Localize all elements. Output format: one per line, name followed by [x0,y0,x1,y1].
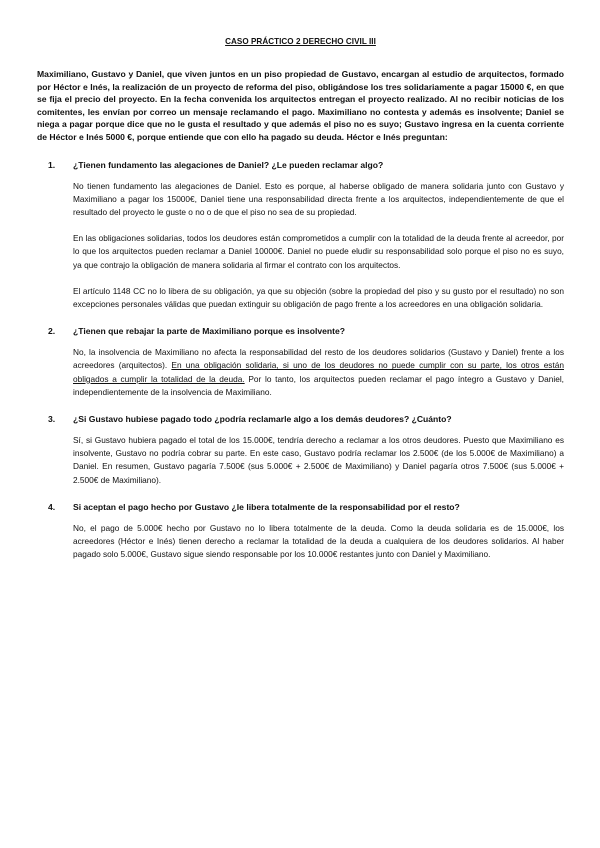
question-number: 3. [48,414,56,424]
case-statement: Maximiliano, Gustavo y Daniel, que viven juntos en un piso propiedad de Gustavo, encargan al estudio de arquitectos, formado por Héctor e Inés, la realización de un proyecto de reforma del piso, obligándose los tres solidariamente a pagar 15000 €, en que se fija el precio del proyecto. En la fecha convenida los arquitectos entregan el proyecto realizado. Al no recibir noticias de los comitentes, les envían por correo un mensaje reclamando el pago. Maximiliano no contesta y además es insolvente; Daniel se niega a pagar porque dice que no le gusta el resultado y que además el piso no es suyo; Gustavo ingresa en la cuenta corriente de Héctor e Inés 5000 €, porque entiende que con ello ha pagado su deuda. Héctor e Inés preguntan: [37,69,564,142]
question-text: ¿Tienen que rebajar la parte de Maximiliano porque es insolvente? [73,326,346,337]
question-2 [37,325,564,337]
question-4 [37,501,564,513]
answer-2-paragraph [73,346,564,399]
question-3 [37,413,564,425]
answer-4-paragraph: No, el pago de 5.000€ hecho por Gustavo no lo libera totalmente de la deuda. Como la deuda solidaria es de 15.000€, los acreedores (Héctor e Inés) tienen derecho a reclamar la totalidad de la deuda a cualquiera de los deudores solidarios. Al haber pagado solo 5.000€, Gustavo sigue siendo responsable por los 10.000€ restantes junto con Daniel y Maximiliano. [73,522,564,560]
answer-1-paragraph-2: En las obligaciones solidarias, todos los deudores están comprometidos a cumplir con la totalidad de la deuda frente al acreedor, por lo que los arquitectos pueden reclamar a Daniel 10000€. Daniel no puede eludir su responsabilidad solo porque el piso no es suyo, ya que contrajo la obligación de manera solidaria al firmar el contrato con los arquitectos. [73,233,564,270]
question-text: ¿Tienen fundamento las alegaciones de Daniel? ¿Le pueden reclamar algo? [73,159,384,170]
answer-2-text-start: No, la insolvencia de Maximiliano no afecta la responsabilidad del resto de los deudores solidarios (Gustavo y Daniel) frente a los acreedores (arquitectos). [73,347,564,371]
answer-1-paragraph-1: No tienen fundamento las alegaciones de Daniel. Esto es porque, al haberse obligado de manera solidaria junto con Gustavo y Maximiliano a pagar los 15000€, Daniel tiene una responsabilidad directa frente a los arquitectos, independientemente de que el resultado del proyecto le guste o no o de que el piso no sea de su propiedad. [73,180,564,217]
question-text: ¿Si Gustavo hubiese pagado todo ¿podría reclamarle algo a los demás deudores? ¿Cuánto? [73,414,452,424]
question-number: 1. [48,159,56,170]
question-number: 2. [48,326,56,337]
question-text: Si aceptan el pago hecho por Gustavo ¿le libera totalmente de la responsabilidad por el resto? [73,501,460,512]
answer-3-paragraph: Sí, si Gustavo hubiera pagado el total de los 15.000€, tendría derecho a reclamar a los otros deudores. Puesto que Maximiliano es insolvente, Gustavo no podría cobrar su parte. En este caso, Gustavo podría reclamar los 2.500€ (de los 5.000€ de Maximiliano) a Daniel. En resumen, Gustavo pagaría 7.500€ (sus 5.000€ + 2.500€ de Maximiliano) y Daniel pagaría otros 7.500€ (sus 5.000€ + 2.500€ de Maximiliano). [73,435,564,485]
question-1 [37,159,564,171]
question-number: 4. [48,501,56,512]
answer-2-text-end: Por lo tanto, los arquitectos pueden reclamar el pago íntegro a Gustavo y Daniel, independientemente de la insolvencia de Maximiliano. [73,373,564,397]
document-title: CASO PRÁCTICO 2 DERECHO CIVIL III [225,37,376,46]
answer-1-paragraph-3: El artículo 1148 CC no lo libera de su obligación, ya que su objeción (sobre la propiedad del piso y su gusto por el resultado) no son excepciones personales válidas que puedan extinguir su obligación de pago frente a los acreedores en una obligación solidaria. [73,285,564,309]
answer-2-underlined-text: En una obligación solidaria, si uno de los deudores no puede cumplir con su parte, los otros están obligados a cumplir la totalidad de la deuda. [73,360,564,384]
